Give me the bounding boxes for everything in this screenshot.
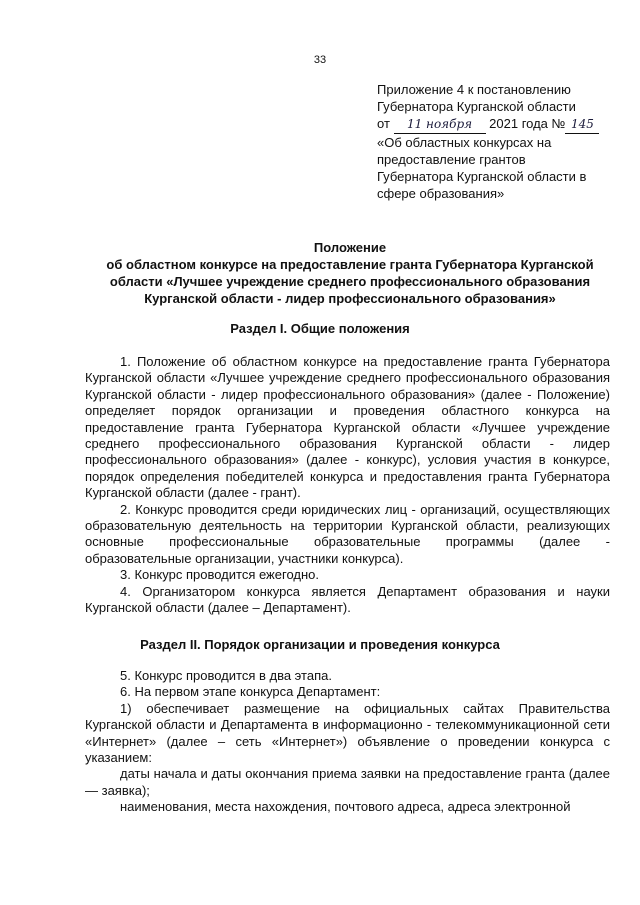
appendix-line-1: Приложение 4 к постановлению (377, 82, 571, 97)
page-number: 33 (313, 54, 327, 66)
paragraph-6-1-b: наименования, места нахождения, почтового адреса, адреса электронной (120, 799, 571, 815)
appendix-line-4: «Об областных конкурсах на (377, 135, 552, 150)
paragraph-6-1-a: даты начала и даты окончания приема заявки на предоставление гранта (далее — заявка); (85, 766, 610, 798)
section-1-body (85, 354, 610, 617)
appendix-line-5: предоставление грантов (377, 152, 526, 167)
title-line-4: Курганской области - лидер профессионального образования» (144, 291, 556, 306)
title-line-1: Положение (313, 240, 387, 255)
paragraph-1: 1. Положение об областном конкурсе на предоставление гранта Губернатора Курганской области «Лучшее учреждение среднего профессионального образования Курганской области - лидер профессионального образования» (далее - Положение) определяет порядок организации и проведения областного конкурса на предоставление гранта Губернатора Курганской области «Лучшее учреждение среднего профессионального образования Курганской области - лидер профессионального образования» (далее - конкурс), условия участия в конкурсе, порядок определения победителей конкурса и предоставления гранта Губернатора Курганской области (далее - грант). (85, 354, 610, 501)
paragraph-5: 5. Конкурс проводится в два этапа. (120, 668, 332, 683)
handwritten-date: 11 ноября (394, 116, 486, 134)
handwritten-number: 145 (565, 116, 599, 134)
paragraph-3: 3. Конкурс проводится ежегодно. (120, 567, 319, 583)
appendix-line-7: сфере образования» (377, 186, 505, 201)
section-1-heading: Раздел I. Общие положения (230, 321, 410, 336)
title-line-2: об областном конкурсе на предоставление гранта Губернатора Курганской (106, 257, 594, 272)
appendix-line-6: Губернатора Курганской области в (377, 169, 587, 184)
document-title (70, 239, 630, 307)
date-prefix: от (377, 116, 390, 131)
paragraph-6: 6. На первом этапе конкурса Департамент: (120, 684, 381, 700)
section-2-body (85, 668, 610, 816)
title-line-3: области «Лучшее учреждение среднего профессионального образования (109, 274, 591, 289)
paragraph-2: 2. Конкурс проводится среди юридических лиц - организаций, осуществляющих образовательную деятельность на территории Курганской области, реализующих основные профессиональные образовательные программы (далее - образовательные организации, участники конкурса). (85, 501, 610, 566)
year-text: 2021 года № (489, 116, 566, 131)
appendix-block (377, 81, 622, 202)
paragraph-4: 4. Организатором конкурса является Департамент образования и науки Курганской области (далее – Департамент). (85, 583, 610, 616)
paragraph-6-1: 1) обеспечивает размещение на официальных сайтах Правительства Курганской области и Департамента в информационно - телекоммуникационной сети «Интернет» (далее – сеть «Интернет») объявление о проведении конкурса с указанием: (85, 700, 610, 766)
section-2-heading: Раздел II. Порядок организации и проведения конкурса (140, 637, 500, 652)
appendix-line-2: Губернатора Курганской области (377, 99, 576, 114)
appendix-date-line (377, 115, 622, 134)
